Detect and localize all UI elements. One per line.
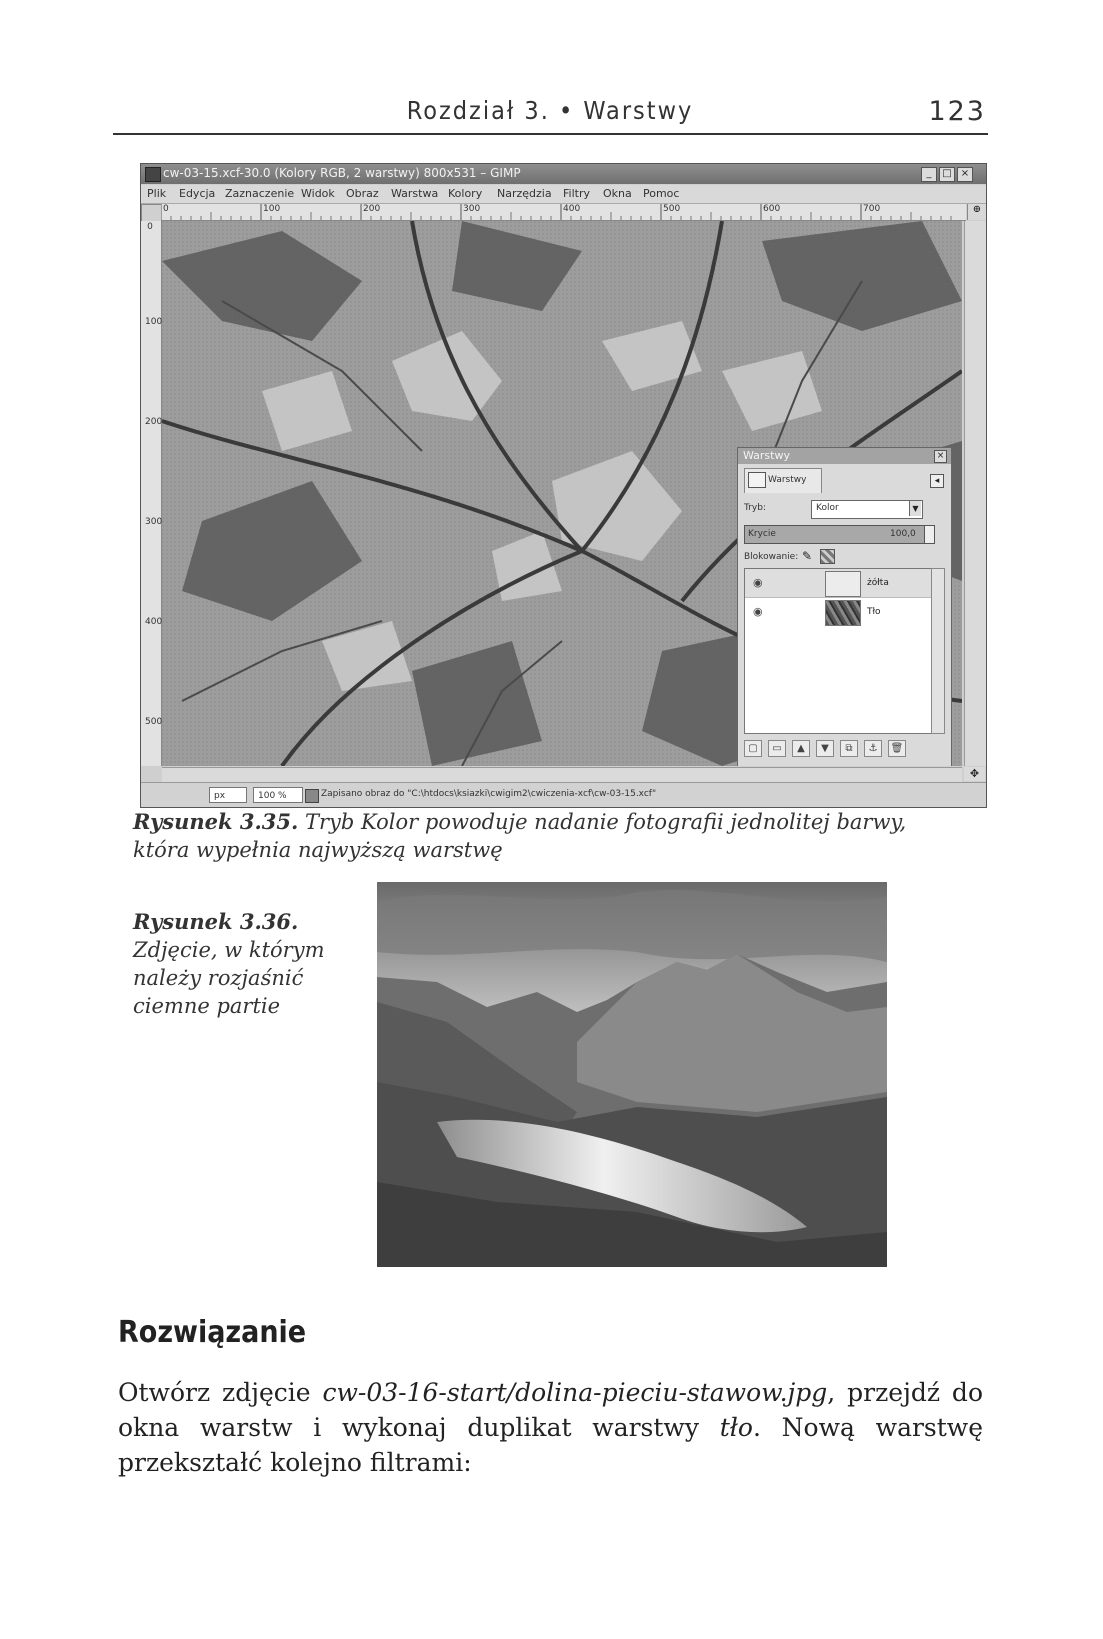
section-title: Rozwiązanie (118, 1315, 307, 1350)
caption-text: Tryb Kolor powoduje nadanie fotografii jednolitej barwy, która wypełnia najwyższą warstwę (133, 810, 907, 862)
eye-visibility-icon[interactable]: ◉ (753, 576, 763, 589)
menu-widok[interactable]: Widok (301, 187, 335, 200)
horizontal-scrollbar[interactable] (162, 767, 962, 782)
zoom-select[interactable]: 100 % (253, 787, 303, 803)
mode-label: Tryb: (744, 503, 766, 513)
window-titlebar[interactable] (141, 164, 986, 184)
statusbar (141, 782, 986, 808)
layer-row[interactable] (745, 598, 931, 626)
menu-warstwa[interactable]: Warstwa (391, 187, 439, 200)
eye-visibility-icon[interactable]: ◉ (753, 605, 763, 618)
layer-name: żółta (867, 578, 889, 588)
raise-layer-icon[interactable]: ▲ (792, 740, 810, 757)
caption-number: Rysunek 3.35. (133, 809, 299, 834)
caption-text: Zdjęcie, w którym należy rozjaśnić ciemne partie (133, 938, 325, 1018)
caption-number: Rysunek 3.36. (133, 909, 299, 934)
gimp-app-icon (145, 167, 161, 182)
duplicate-layer-icon[interactable]: ⧉ (840, 740, 858, 757)
opacity-label: Krycie (748, 529, 776, 539)
window-title: cw-03-15.xcf-30.0 (Kolory RGB, 2 warstwy) 800x531 – GIMP (163, 166, 521, 180)
layers-dialog[interactable] (737, 447, 952, 766)
lock-alpha-icon[interactable] (820, 549, 835, 564)
menu-edycja[interactable]: Edycja (179, 187, 216, 200)
menu-pomoc[interactable]: Pomoc (643, 187, 680, 200)
file-path: cw-03-16-start/dolina-pieciu-stawow.jpg (322, 1378, 828, 1407)
ruler-label: 0 (163, 204, 169, 214)
mode-select-value: Kolor (816, 503, 839, 513)
ruler-label: 200 (363, 204, 381, 214)
ruler-label: 100 (263, 204, 281, 214)
layers-list[interactable] (744, 568, 932, 734)
menu-zaznaczenie[interactable]: Zaznaczenie (225, 187, 295, 200)
layer-row[interactable] (745, 569, 931, 598)
tab-warstwy-label: Warstwy (768, 475, 807, 485)
maximize-button[interactable]: □ (939, 167, 955, 182)
body-text-part: . Nową warstwę przekształć kolejno filtrami: (118, 1413, 983, 1477)
ruler-label: 300 (463, 204, 481, 214)
menu-obraz[interactable]: Obraz (346, 187, 379, 200)
lock-pixels-brush-icon[interactable]: ✎ (802, 549, 813, 563)
tab-menu-icon[interactable]: ◂ (930, 474, 944, 488)
mountain-valley-photo (377, 882, 887, 1267)
body-text-part: Otwórz zdjęcie (118, 1378, 311, 1407)
ruler-label: 500 (663, 204, 681, 214)
ruler-label: 400 (145, 617, 163, 627)
layers-dialog-titlebar[interactable] (738, 448, 951, 464)
horizontal-ruler[interactable] (161, 204, 966, 221)
anchor-layer-icon[interactable]: ⚓ (864, 740, 882, 757)
ruler-label: 700 (863, 204, 881, 214)
menu-kolory[interactable]: Kolory (448, 187, 483, 200)
figure-caption-3-36 (133, 908, 353, 1020)
layers-button-bar (744, 738, 934, 758)
ruler-label: 400 (563, 204, 581, 214)
vertical-scrollbar[interactable] (964, 221, 986, 766)
layer-thumbnail (825, 571, 861, 597)
ruler-label: 300 (145, 517, 163, 527)
save-status-icon (305, 789, 319, 803)
close-icon[interactable]: × (934, 450, 947, 463)
layer-thumbnail (825, 600, 861, 626)
menu-narzedzia[interactable]: Narzędzia (497, 187, 552, 200)
menu-plik[interactable]: Plik (147, 187, 167, 200)
running-header-title: Rozdział 3. • Warstwy (406, 96, 694, 125)
navigate-icon[interactable]: ✥ (964, 767, 985, 781)
page-number: 123 (928, 96, 986, 127)
gimp-window-figure (140, 163, 987, 808)
ruler-label: 0 (147, 222, 153, 232)
layers-tab-icon (748, 472, 766, 488)
layer-name: Tło (867, 607, 881, 617)
ruler-label: 200 (145, 417, 163, 427)
chevron-down-icon[interactable]: ▼ (909, 501, 921, 516)
figure-caption-3-35 (133, 808, 963, 864)
body-text-part: , przejdź do okna warstw i wykonaj duplikat warstwy (118, 1378, 983, 1442)
new-layer-icon[interactable]: ▢ (744, 740, 762, 757)
menu-okna[interactable]: Okna (603, 187, 632, 200)
ruler-corner-button[interactable] (141, 204, 162, 222)
body-paragraph (118, 1375, 983, 1480)
minimize-button[interactable]: _ (921, 167, 937, 182)
new-group-icon[interactable]: ▭ (768, 740, 786, 757)
ruler-label: 500 (145, 717, 163, 727)
close-button[interactable]: × (957, 167, 973, 182)
image-canvas[interactable] (162, 221, 962, 766)
unit-select[interactable]: px (209, 787, 247, 803)
menu-filtry[interactable]: Filtry (563, 187, 590, 200)
opacity-value: 100,0 (890, 529, 916, 539)
header-rule (113, 133, 988, 135)
layer-name-ref: tło (719, 1413, 753, 1442)
lower-layer-icon[interactable]: ▼ (816, 740, 834, 757)
ruler-label: 100 (145, 317, 163, 327)
menubar (141, 185, 986, 204)
lock-label: Blokowanie: (744, 552, 799, 562)
status-message: Zapisano obraz do "C:\htdocs\ksiazki\cwigim2\cwiczenia-xcf\cw-03-15.xcf" (321, 789, 657, 799)
opacity-spinner[interactable] (924, 525, 935, 544)
zoom-icon[interactable]: ⊕ (967, 204, 986, 220)
vertical-ruler[interactable] (141, 221, 162, 766)
layers-list-scrollbar[interactable] (931, 568, 945, 734)
ruler-label: 600 (763, 204, 781, 214)
delete-layer-icon[interactable]: 🗑 (888, 740, 906, 757)
layers-dialog-title: Warstwy (743, 449, 790, 462)
